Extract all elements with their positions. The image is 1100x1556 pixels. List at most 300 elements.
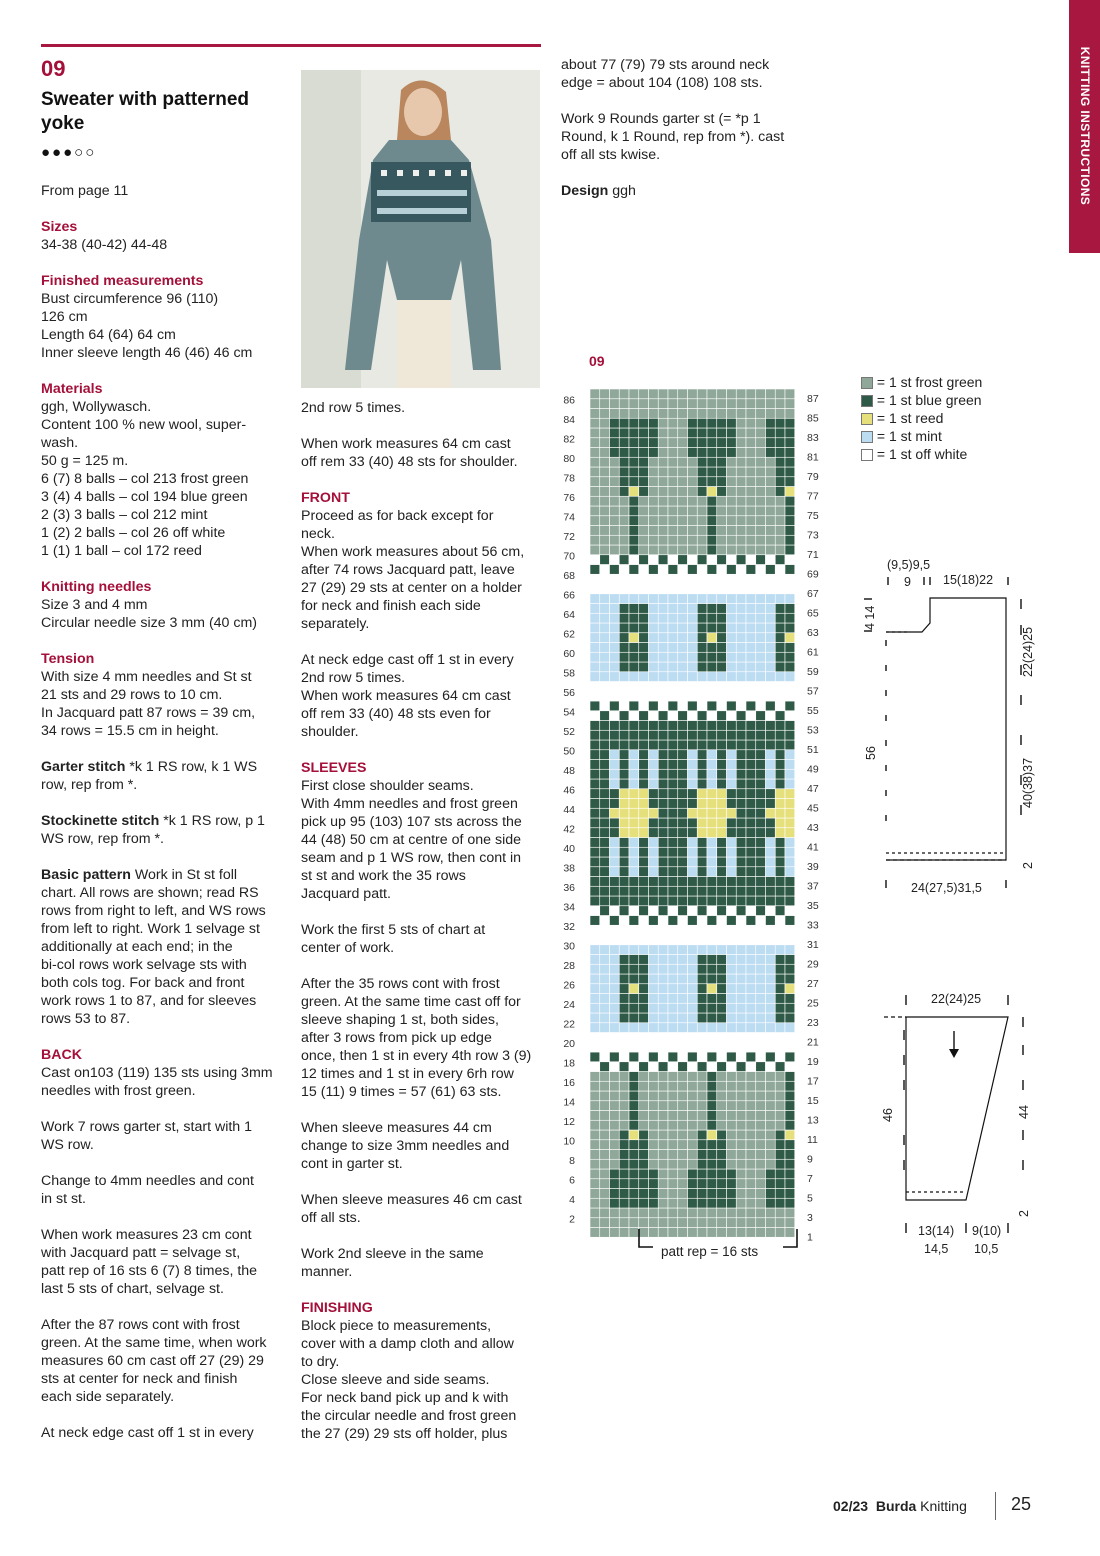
chart-cell <box>678 389 688 399</box>
chart-cell <box>766 818 776 828</box>
chart-cell <box>707 1169 717 1179</box>
chart-cell <box>639 760 649 770</box>
chart-cell <box>775 1003 785 1013</box>
chart-cell <box>785 1198 795 1208</box>
chart-cell <box>756 574 766 584</box>
chart-cell <box>590 1101 600 1111</box>
chart-cell <box>736 1023 746 1033</box>
chart-cell <box>649 1120 659 1130</box>
chart-cell <box>590 799 600 809</box>
chart-cell <box>610 1101 620 1111</box>
chart-cell <box>775 604 785 614</box>
chart-cell <box>639 1023 649 1033</box>
chart-cell <box>590 506 600 516</box>
chart-cell <box>717 1072 727 1082</box>
chart-cell <box>717 1179 727 1189</box>
model-photo <box>301 70 540 388</box>
chart-cell <box>658 496 668 506</box>
chart-cell <box>707 808 717 818</box>
footer-magazine: Knitting <box>916 1498 967 1514</box>
chart-cell <box>619 857 629 867</box>
chart-cell <box>629 691 639 701</box>
chart-cell <box>610 906 620 916</box>
chart-cell <box>649 604 659 614</box>
chart-cell <box>697 1091 707 1101</box>
chart-cell <box>746 1081 756 1091</box>
chart-cell <box>766 1130 776 1140</box>
chart-cell <box>629 1013 639 1023</box>
chart-cell <box>785 662 795 672</box>
chart-cell <box>756 847 766 857</box>
chart-cell <box>766 974 776 984</box>
chart-cell <box>610 633 620 643</box>
chart-cell <box>727 789 737 799</box>
chart-cell <box>600 1042 610 1052</box>
chart-cell <box>736 1169 746 1179</box>
chart-cell <box>678 779 688 789</box>
chart-cell <box>775 1130 785 1140</box>
chart-cell <box>785 896 795 906</box>
chart-cell <box>717 1111 727 1121</box>
chart-cell <box>619 448 629 458</box>
chart-cell <box>678 1091 688 1101</box>
chart-cell <box>678 1023 688 1033</box>
chart-cell <box>697 925 707 935</box>
materials-heading: Materials <box>41 381 103 397</box>
chart-cell <box>610 1159 620 1169</box>
chart-cell <box>639 399 649 409</box>
chart-cell <box>707 604 717 614</box>
chart-cell <box>639 877 649 887</box>
row-number-left: 54 <box>563 706 575 719</box>
chart-cell <box>756 760 766 770</box>
chart-cell <box>658 1101 668 1111</box>
chart-cell <box>649 545 659 555</box>
chart-cell <box>697 906 707 916</box>
chart-cell <box>600 516 610 526</box>
back-heading: BACK <box>41 1047 82 1063</box>
chart-cell <box>678 760 688 770</box>
chart-cell <box>639 886 649 896</box>
front-line: off rem 33 (40) 48 sts even for <box>301 706 491 722</box>
chart-cell <box>707 467 717 477</box>
chart-cell <box>658 516 668 526</box>
chart-cell <box>717 516 727 526</box>
chart-cell <box>658 867 668 877</box>
chart-cell <box>590 594 600 604</box>
chart-cell <box>688 409 698 419</box>
back-line: Work 7 rows garter st, start with 1 <box>41 1119 253 1135</box>
chart-cell <box>600 1072 610 1082</box>
chart-cell <box>590 1003 600 1013</box>
chart-cell <box>619 633 629 643</box>
chart-cell <box>678 1033 688 1043</box>
chart-cell <box>610 613 620 623</box>
chart-cell <box>610 428 620 438</box>
chart-cell <box>649 409 659 419</box>
chart-cell <box>717 974 727 984</box>
chart-cell <box>639 1208 649 1218</box>
chart-cell <box>775 1062 785 1072</box>
chart-cell <box>610 682 620 692</box>
chart-cell <box>668 1130 678 1140</box>
chart-cell <box>658 925 668 935</box>
chart-cell <box>707 769 717 779</box>
row-number-right: 31 <box>807 938 819 951</box>
chart-cell <box>629 1228 639 1238</box>
chart-cell <box>629 984 639 994</box>
row-number-left: 18 <box>563 1057 575 1070</box>
chart-cell <box>766 1159 776 1169</box>
chart-cell <box>629 574 639 584</box>
back-line: each side separately. <box>41 1389 175 1405</box>
chart-cell <box>717 877 727 887</box>
chart-cell <box>717 604 727 614</box>
chart-cell <box>727 1179 737 1189</box>
chart-cell <box>619 1101 629 1111</box>
chart-cell <box>746 818 756 828</box>
sleeve-schematic <box>870 985 1050 1265</box>
chart-cell <box>668 1189 678 1199</box>
chart-cell <box>736 740 746 750</box>
chart-cell <box>756 672 766 682</box>
chart-cell <box>688 682 698 692</box>
chart-cell <box>629 828 639 838</box>
chart-cell <box>678 955 688 965</box>
chart-cell <box>717 691 727 701</box>
front-line: neck. <box>301 526 335 542</box>
chart-cell <box>639 1003 649 1013</box>
chart-cell <box>590 964 600 974</box>
chart-cell <box>775 1033 785 1043</box>
chart-cell <box>766 526 776 536</box>
chart-cell <box>727 399 737 409</box>
basic-text: rows from right to left, and WS rows <box>41 903 266 919</box>
chart-cell <box>688 1101 698 1111</box>
legend-item-reed <box>861 409 982 427</box>
row-number-right: 49 <box>807 763 819 776</box>
chart-cell <box>629 1003 639 1013</box>
chart-cell <box>785 1033 795 1043</box>
swatch-icon <box>861 431 873 443</box>
chart-cell <box>766 760 776 770</box>
chart-cell <box>678 555 688 565</box>
chart-cell <box>590 935 600 945</box>
chart-cell <box>590 1140 600 1150</box>
chart-cell <box>629 857 639 867</box>
garter-label: Garter stitch <box>41 759 126 775</box>
row-number-left: 82 <box>563 433 575 446</box>
chart-cell <box>610 955 620 965</box>
chart-cell <box>746 691 756 701</box>
chart-cell <box>697 818 707 828</box>
chart-cell <box>590 487 600 497</box>
dim-yoke: 22(24)25 <box>1021 626 1035 677</box>
chart-cell <box>707 1091 717 1101</box>
chart-cell <box>785 1228 795 1238</box>
chart-cell <box>600 1101 610 1111</box>
chart-cell <box>756 467 766 477</box>
chart-cell <box>697 428 707 438</box>
chart-cell <box>707 633 717 643</box>
chart-cell <box>639 1091 649 1101</box>
chart-cell <box>629 1169 639 1179</box>
chart-cell <box>707 457 717 467</box>
dim-width: 24(27,5)31,5 <box>911 881 982 895</box>
chart-cell <box>610 448 620 458</box>
chart-cell <box>775 1208 785 1218</box>
chart-cell <box>707 555 717 565</box>
chart-cell <box>649 701 659 711</box>
chart-cell <box>658 935 668 945</box>
chart-cell <box>756 799 766 809</box>
row-number-right: 65 <box>807 607 819 620</box>
chart-cell <box>678 925 688 935</box>
chart-cell <box>629 740 639 750</box>
chart-cell <box>697 945 707 955</box>
chart-cell <box>756 1072 766 1082</box>
chart-cell <box>668 1140 678 1150</box>
chart-cell <box>756 808 766 818</box>
chart-cell <box>697 535 707 545</box>
chart-cell <box>746 682 756 692</box>
chart-cell <box>697 779 707 789</box>
chart-cell <box>668 886 678 896</box>
legend-item-frost-green <box>861 373 982 391</box>
chart-cell <box>649 565 659 575</box>
chart-cell <box>649 643 659 653</box>
chart-cell <box>688 672 698 682</box>
dim-sleeve-inner: 44 <box>1017 1105 1031 1119</box>
chart-cell <box>619 935 629 945</box>
chart-cell <box>629 555 639 565</box>
chart-cell <box>629 916 639 926</box>
chart-cell <box>775 487 785 497</box>
chart-cell <box>717 584 727 594</box>
chart-cell <box>600 652 610 662</box>
chart-cell <box>619 701 629 711</box>
chart-cell <box>590 721 600 731</box>
chart-cell <box>619 711 629 721</box>
chart-cell <box>707 896 717 906</box>
chart-cell <box>600 828 610 838</box>
chart-cell <box>658 526 668 536</box>
chart-cell <box>746 877 756 887</box>
row-number-right: 63 <box>807 626 819 639</box>
chart-cell <box>658 1062 668 1072</box>
chart-cell <box>736 545 746 555</box>
chart-cell <box>668 867 678 877</box>
back-cont-line: off rem 33 (40) 48 sts for shoulder. <box>301 454 518 470</box>
chart-cell <box>697 857 707 867</box>
chart-cell <box>678 1013 688 1023</box>
chart-cell <box>629 1150 639 1160</box>
chart-cell <box>756 828 766 838</box>
chart-cell <box>766 721 776 731</box>
chart-cell <box>649 467 659 477</box>
chart-cell <box>697 721 707 731</box>
chart-cell <box>600 906 610 916</box>
chart-cell <box>600 574 610 584</box>
row-number-right: 83 <box>807 431 819 444</box>
row-number-right: 11 <box>807 1133 818 1146</box>
chart-cell <box>639 1033 649 1043</box>
chart-cell <box>639 984 649 994</box>
chart-cell <box>619 974 629 984</box>
chart-cell <box>639 1150 649 1160</box>
chart-cell <box>600 584 610 594</box>
chart-cell <box>649 760 659 770</box>
chart-cell <box>756 594 766 604</box>
chart-cell <box>629 760 639 770</box>
chart-cell <box>678 838 688 848</box>
chart-cell <box>766 428 776 438</box>
chart-cell <box>775 691 785 701</box>
chart-cell <box>629 594 639 604</box>
chart-cell <box>639 1052 649 1062</box>
chart-cell <box>727 457 737 467</box>
dim-neck-width: 9 <box>904 575 911 589</box>
dim-sleeve-hem: 2 <box>1017 1210 1031 1217</box>
row-number-right: 33 <box>807 919 819 932</box>
chart-cell <box>707 1189 717 1199</box>
chart-cell <box>649 964 659 974</box>
chart-cell <box>707 906 717 916</box>
row-number-right: 21 <box>807 1036 819 1049</box>
chart-cell <box>717 1140 727 1150</box>
chart-cell <box>668 467 678 477</box>
chart-cell <box>610 750 620 760</box>
chart-cell <box>600 974 610 984</box>
chart-cell <box>668 399 678 409</box>
chart-cell <box>678 721 688 731</box>
chart-cell <box>707 574 717 584</box>
front-line: 27 (29) 29 sts at center on a holder <box>301 580 522 596</box>
chart-cell <box>658 721 668 731</box>
chart-cell <box>785 857 795 867</box>
chart-cell <box>775 945 785 955</box>
chart-cell <box>610 1208 620 1218</box>
chart-cell <box>785 828 795 838</box>
chart-cell <box>785 945 795 955</box>
chart-cell <box>717 964 727 974</box>
chart-cell <box>697 896 707 906</box>
chart-cell <box>727 1189 737 1199</box>
chart-cell <box>707 984 717 994</box>
chart-cell <box>649 477 659 487</box>
chart-cell <box>639 555 649 565</box>
chart-cell <box>649 828 659 838</box>
chart-cell <box>756 818 766 828</box>
chart-cell <box>619 1120 629 1130</box>
chart-cell <box>610 818 620 828</box>
chart-cell <box>717 945 727 955</box>
chart-cell <box>736 506 746 516</box>
chart-cell <box>619 604 629 614</box>
chart-cell <box>629 1042 639 1052</box>
chart-cell <box>619 428 629 438</box>
chart-cell <box>590 1013 600 1023</box>
chart-cell <box>766 750 776 760</box>
chart-cell <box>600 1120 610 1130</box>
chart-cell <box>775 467 785 477</box>
chart-cell <box>639 672 649 682</box>
chart-cell <box>639 662 649 672</box>
chart-cell <box>697 448 707 458</box>
chart-cell <box>736 867 746 877</box>
chart-cell <box>610 1033 620 1043</box>
chart-cell <box>600 487 610 497</box>
chart-cell <box>610 916 620 926</box>
finishing-cont-line: edge = about 104 (108) 108 sts. <box>561 75 763 91</box>
chart-cell <box>727 448 737 458</box>
chart-cell <box>668 925 678 935</box>
chart-cell <box>678 418 688 428</box>
chart-cell <box>727 935 737 945</box>
chart-cell <box>785 477 795 487</box>
chart-cell <box>600 409 610 419</box>
patt-rep-label: patt rep = 16 sts <box>661 1244 759 1259</box>
row-number-left: 28 <box>563 960 575 973</box>
chart-cell <box>678 643 688 653</box>
chart-cell <box>619 984 629 994</box>
chart-cell <box>678 448 688 458</box>
chart-cell <box>775 477 785 487</box>
chart-cell <box>697 1062 707 1072</box>
chart-cell <box>766 779 776 789</box>
chart-cell <box>678 906 688 916</box>
chart-cell <box>610 418 620 428</box>
chart-cell <box>590 730 600 740</box>
chart-cell <box>619 1150 629 1160</box>
chart-cell <box>775 1091 785 1101</box>
chart-cell <box>707 1208 717 1218</box>
chart-cell <box>727 438 737 448</box>
chart-cell <box>678 740 688 750</box>
sleeves-line: With 4mm needles and frost green <box>301 796 518 812</box>
chart-cell <box>736 438 746 448</box>
chart-cell <box>590 428 600 438</box>
chart-cell <box>717 867 727 877</box>
chart-cell <box>600 799 610 809</box>
chart-cell <box>785 1120 795 1130</box>
chart-cell <box>639 565 649 575</box>
chart-cell <box>668 877 678 887</box>
chart-cell <box>658 730 668 740</box>
measurements-line: Inner sleeve length 46 (46) 46 cm <box>41 345 253 361</box>
row-number-right: 81 <box>807 451 819 464</box>
row-number-right: 53 <box>807 724 819 737</box>
chart-cell <box>785 1101 795 1111</box>
chart-cell <box>766 1150 776 1160</box>
chart-cell <box>756 711 766 721</box>
chart-cell <box>658 799 668 809</box>
chart-cell <box>629 535 639 545</box>
chart-cell <box>678 886 688 896</box>
chart-cell <box>707 1042 717 1052</box>
chart-cell <box>658 574 668 584</box>
dim-neck-depth: 4 14 <box>863 605 877 630</box>
chart-cell <box>619 916 629 926</box>
sleeves-line: center of work. <box>301 940 395 956</box>
finishing-cont-line: about 77 (79) 79 sts around neck <box>561 57 770 73</box>
chart-cell <box>707 701 717 711</box>
chart-cell <box>785 740 795 750</box>
chart-cell <box>629 506 639 516</box>
chart-cell <box>619 652 629 662</box>
chart-cell <box>727 389 737 399</box>
chart-cell <box>697 594 707 604</box>
